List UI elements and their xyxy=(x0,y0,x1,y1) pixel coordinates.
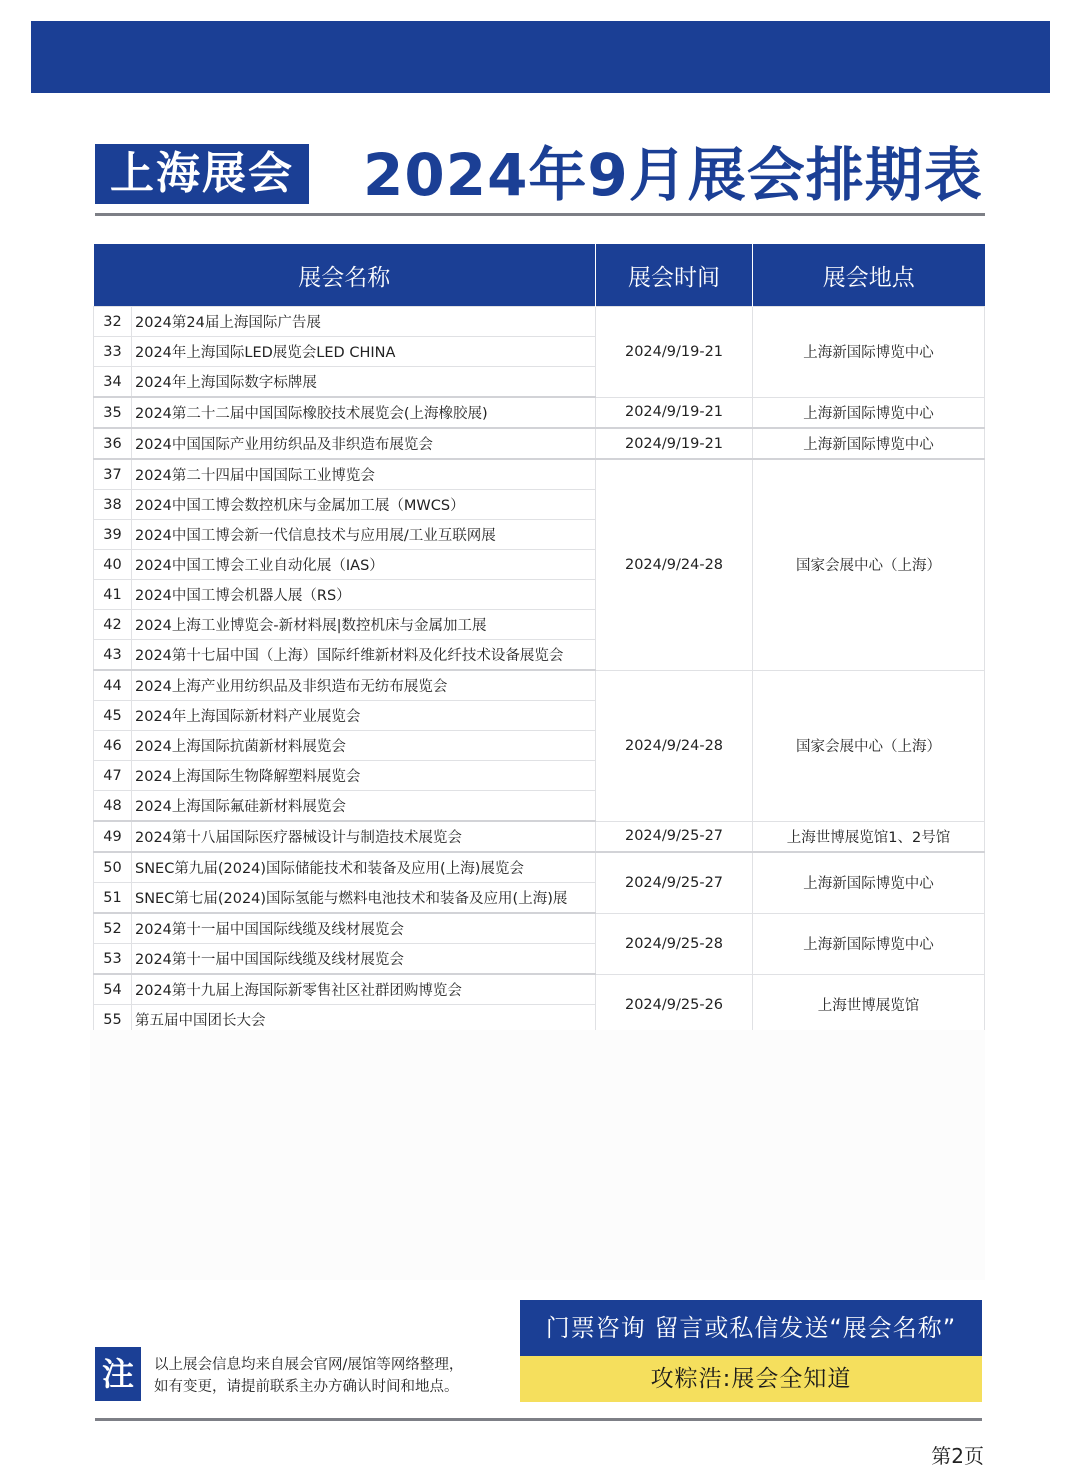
table-row xyxy=(94,397,985,428)
table-row xyxy=(94,852,985,883)
row-number: 47 xyxy=(94,761,132,791)
row-number: 49 xyxy=(94,821,132,852)
exhibition-venue: 上海新国际博览中心 xyxy=(753,852,985,913)
row-number: 34 xyxy=(94,367,132,398)
exhibition-name: SNEC第九届(2024)国际储能技术和装备及应用(上海)展览会 xyxy=(132,852,596,883)
footer-divider xyxy=(95,1418,982,1421)
row-number: 51 xyxy=(94,883,132,914)
row-number: 35 xyxy=(94,397,132,428)
blank-area xyxy=(90,1030,985,1280)
note-text xyxy=(154,1354,504,1398)
exhibition-name: SNEC第七届(2024)国际氢能与燃料电池技术和装备及应用(上海)展 xyxy=(132,883,596,914)
column-header-venue: 展会地点 xyxy=(753,244,985,307)
table-header-row xyxy=(94,244,985,307)
exhibition-name: 2024年上海国际数字标牌展 xyxy=(132,367,596,398)
exhibition-venue: 上海新国际博览中心 xyxy=(753,428,985,459)
table-body xyxy=(94,307,985,1036)
row-number: 37 xyxy=(94,459,132,490)
exhibition-date: 2024/9/19-21 xyxy=(596,307,753,398)
row-number: 32 xyxy=(94,307,132,337)
exhibition-venue: 上海世博展览馆1、2号馆 xyxy=(753,821,985,852)
row-number: 36 xyxy=(94,428,132,459)
exhibition-venue: 国家会展中心（上海） xyxy=(753,670,985,821)
row-number: 45 xyxy=(94,701,132,731)
row-number: 54 xyxy=(94,974,132,1005)
exhibition-date: 2024/9/19-21 xyxy=(596,428,753,459)
exhibition-name: 2024上海国际抗菌新材料展览会 xyxy=(132,731,596,761)
exhibition-name: 2024上海工业博览会-新材料展|数控机床与金属加工展 xyxy=(132,610,596,640)
page-number: 第2页 xyxy=(931,1444,984,1468)
exhibition-name: 2024上海国际氟硅新材料展览会 xyxy=(132,791,596,822)
row-number: 41 xyxy=(94,580,132,610)
exhibition-name: 2024中国国际产业用纺织品及非织造布展览会 xyxy=(132,428,596,459)
table-row xyxy=(94,307,985,337)
exhibition-name: 2024中国工博会机器人展（RS） xyxy=(132,580,596,610)
exhibition-name: 2024年上海国际新材料产业展览会 xyxy=(132,701,596,731)
row-number: 55 xyxy=(94,1005,132,1036)
row-number: 46 xyxy=(94,731,132,761)
exhibition-venue: 上海新国际博览中心 xyxy=(753,913,985,974)
contact-banner: 攻粽浩:展会全知道 xyxy=(520,1356,982,1402)
exhibition-name: 2024第十九届上海国际新零售社区社群团购博览会 xyxy=(132,974,596,1005)
exhibition-venue: 上海新国际博览中心 xyxy=(753,307,985,398)
column-header-date: 展会时间 xyxy=(596,244,753,307)
exhibition-date: 2024/9/25-27 xyxy=(596,821,753,852)
row-number: 52 xyxy=(94,913,132,944)
exhibition-schedule-table xyxy=(93,244,985,1036)
exhibition-name: 2024中国工博会工业自动化展（IAS） xyxy=(132,550,596,580)
exhibition-name: 第五届中国团长大会 xyxy=(132,1005,596,1036)
exhibition-date: 2024/9/25-27 xyxy=(596,852,753,913)
exhibition-date: 2024/9/24-28 xyxy=(596,459,753,670)
exhibition-name: 2024第十七届中国（上海）国际纤维新材料及化纤技术设备展览会 xyxy=(132,640,596,671)
row-number: 40 xyxy=(94,550,132,580)
row-number: 44 xyxy=(94,670,132,701)
page-title: 2024年9月展会排期表 xyxy=(363,141,983,209)
exhibition-name: 2024第二十二届中国国际橡胶技术展览会(上海橡胶展) xyxy=(132,397,596,428)
exhibition-venue: 上海世博展览馆 xyxy=(753,974,985,1035)
title-divider xyxy=(95,213,985,216)
table-row xyxy=(94,428,985,459)
row-number: 33 xyxy=(94,337,132,367)
row-number: 42 xyxy=(94,610,132,640)
exhibition-name: 2024第24届上海国际广告展 xyxy=(132,307,596,337)
note-badge: 注 xyxy=(95,1347,141,1401)
exhibition-name: 2024第十一届中国国际线缆及线材展览会 xyxy=(132,944,596,975)
table-row xyxy=(94,670,985,701)
exhibition-date: 2024/9/25-28 xyxy=(596,913,753,974)
row-number: 39 xyxy=(94,520,132,550)
exhibition-name: 2024中国工博会数控机床与金属加工展（MWCS） xyxy=(132,490,596,520)
exhibition-name: 2024上海国际生物降解塑料展览会 xyxy=(132,761,596,791)
exhibition-venue: 国家会展中心（上海） xyxy=(753,459,985,670)
row-number: 53 xyxy=(94,944,132,975)
table-row xyxy=(94,821,985,852)
title-row xyxy=(95,140,985,210)
exhibition-venue: 上海新国际博览中心 xyxy=(753,397,985,428)
exhibition-date: 2024/9/19-21 xyxy=(596,397,753,428)
exhibition-date: 2024/9/24-28 xyxy=(596,670,753,821)
row-number: 38 xyxy=(94,490,132,520)
row-number: 43 xyxy=(94,640,132,671)
exhibition-name: 2024中国工博会新一代信息技术与应用展/工业互联网展 xyxy=(132,520,596,550)
exhibition-name: 2024第十一届中国国际线缆及线材展览会 xyxy=(132,913,596,944)
exhibition-name: 2024上海产业用纺织品及非织造布无纺布展览会 xyxy=(132,670,596,701)
table-row xyxy=(94,459,985,490)
row-number: 50 xyxy=(94,852,132,883)
table-row xyxy=(94,974,985,1005)
exhibition-name: 2024第十八届国际医疗器械设计与制造技术展览会 xyxy=(132,821,596,852)
exhibition-name: 2024年上海国际LED展览会LED CHINA xyxy=(132,337,596,367)
top-banner xyxy=(31,21,1050,93)
exhibition-name: 2024第二十四届中国国际工业博览会 xyxy=(132,459,596,490)
row-number: 48 xyxy=(94,791,132,822)
table-row xyxy=(94,913,985,944)
ticket-inquiry-banner: 门票咨询 留言或私信发送“展会名称” xyxy=(520,1300,982,1356)
note-line: 如有变更，请提前联系主办方确认时间和地点。 xyxy=(154,1379,459,1395)
city-badge: 上海展会 xyxy=(95,144,309,204)
exhibition-date: 2024/9/25-26 xyxy=(596,974,753,1035)
note-line: 以上展会信息均来自展会官网/展馆等网络整理， xyxy=(154,1357,464,1373)
column-header-name: 展会名称 xyxy=(94,244,596,307)
